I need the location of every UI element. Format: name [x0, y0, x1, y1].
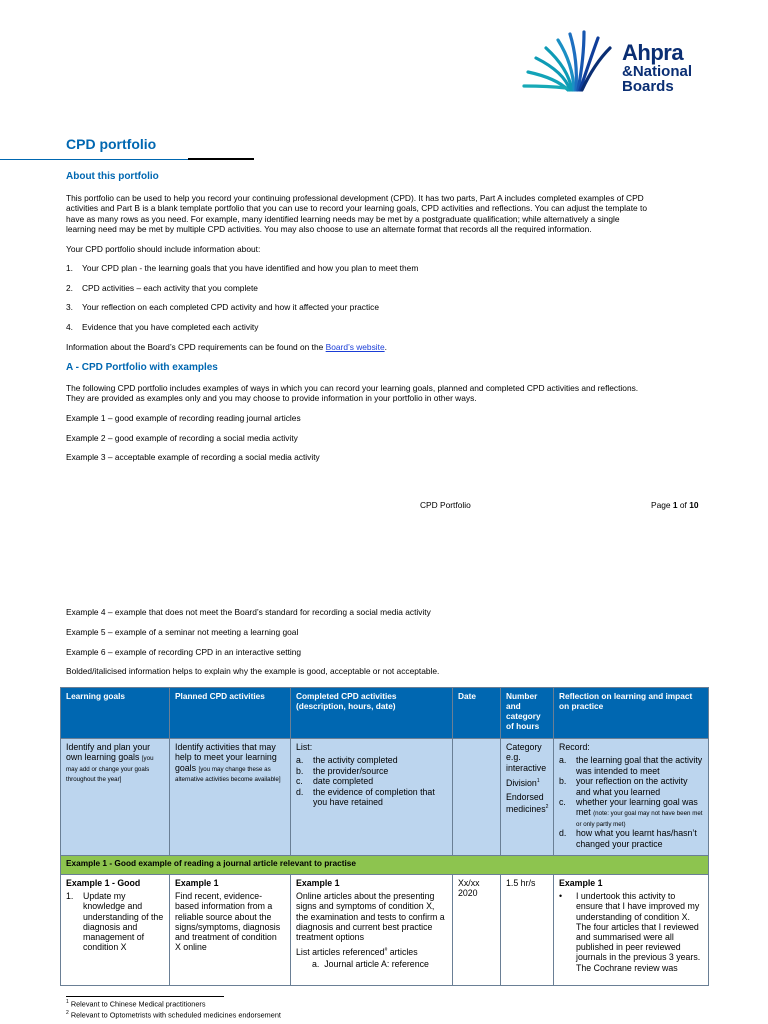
guide-completed-intro: List:	[296, 742, 313, 752]
header-date: Date	[453, 688, 501, 739]
board-info-text	[66, 342, 702, 352]
section-a-line: The following CPD portfolio includes examples of ways in which you can record your learning goals, planned and completed CPD activities and reflections.	[66, 383, 639, 393]
logo-line-1: Ahpra	[622, 40, 684, 65]
example-1-hours-cell: 1.5 hr/s	[501, 875, 554, 986]
about-heading: About this portfolio	[66, 171, 159, 182]
list-number: 2.	[66, 283, 73, 293]
boards-website-link[interactable]: Board’s website	[325, 342, 385, 352]
footnote-ref: #	[384, 947, 388, 954]
header-completed-activities: Completed CPD activities (description, hours, date)	[291, 688, 453, 739]
example-1-reflection-title: Example 1	[559, 878, 603, 888]
articles-label-suffix: articles	[387, 947, 418, 958]
list-text: CPD activities – each activity that you complete	[82, 283, 258, 293]
page-of: of	[679, 500, 687, 510]
list-text: the evidence of completion that you have retained	[313, 786, 435, 808]
example-1-completed-cell	[291, 875, 453, 986]
page-title: CPD portfolio	[66, 136, 157, 152]
example-1-goals-title: Example 1 - Good	[66, 878, 141, 888]
guide-number-cell	[501, 739, 554, 856]
list-item	[66, 283, 258, 293]
guide-reflection-list	[559, 755, 703, 849]
bullet-icon: •	[559, 891, 563, 902]
example-1-planned-title: Example 1	[175, 878, 219, 888]
guide-endorsed	[506, 792, 548, 815]
example-line: Example 5 – example of a seminar not meeting a learning goal	[66, 627, 299, 637]
example-1-reflection-list	[559, 891, 703, 973]
example-1-article-item	[312, 959, 447, 969]
list-item	[559, 891, 703, 973]
footer-doc-name: CPD Portfolio	[420, 500, 471, 510]
list-text: the learning goal that the activity was intended to meet	[576, 755, 703, 776]
list-marker: d.	[296, 786, 304, 797]
table-header-row	[61, 688, 709, 739]
list-text: your reflection on the activity and what you learned	[576, 776, 688, 797]
list-text: Journal article A: reference	[324, 959, 429, 970]
footnote-ref: 1	[536, 778, 540, 785]
page-label: Page	[651, 500, 671, 510]
section-a-heading: A - CPD Portfolio with examples	[66, 362, 218, 373]
list-text: Your reflection on each completed CPD activity and how it affected your practice	[82, 302, 380, 312]
footnote-ref: 2	[545, 803, 549, 810]
example-1-goals-list	[66, 891, 164, 952]
ahpra-logo-text	[622, 42, 692, 94]
example-1-planned-cell	[170, 875, 291, 986]
list-item	[296, 766, 447, 776]
list-marker: d.	[559, 828, 567, 839]
list-text: I undertook this activity to ensure that I have improved my understanding of condition X. The four articles that I reviewed and summarised were all published in peer reviewed journals in the previous 3 years. The Cochrane review was	[576, 891, 701, 973]
example-line: Example 1 – good example of recording reading journal articles	[66, 413, 301, 423]
list-number: 3.	[66, 302, 73, 312]
list-marker: b.	[559, 776, 567, 787]
title-divider-accent	[188, 158, 254, 160]
example-1-banner: Example 1 - Good example of reading a journal article relevant to practise	[61, 856, 709, 875]
header-number-category: Number and category of hours	[501, 688, 554, 739]
board-info-suffix: .	[384, 342, 387, 352]
footnote-text: Relevant to Chinese Medical practitioners	[70, 999, 206, 1009]
guide-division	[506, 776, 548, 788]
guide-category: Category e.g. interactive	[506, 742, 547, 773]
logo-line-2: &National	[622, 63, 693, 80]
list-number: 1.	[66, 263, 73, 273]
list-item	[296, 755, 447, 765]
list-marker: a.	[312, 959, 320, 970]
header-learning-goals: Learning goals	[61, 688, 170, 739]
footnote-marker: 2	[66, 1010, 69, 1016]
guide-planned-text: Identify activities that may help to meet your learning goals	[175, 742, 277, 773]
list-text: Your CPD plan - the learning goals that you have identified and how you plan to meet them	[82, 263, 419, 273]
list-text: how what you learnt has/hasn’t changed your practice	[576, 828, 697, 849]
footnote-divider	[66, 996, 224, 997]
board-info-prefix: Information about the Board’s CPD requirements can be found on the	[66, 342, 326, 352]
list-text: Update my knowledge and understanding of the diagnosis and management of condition X	[83, 891, 164, 953]
guide-reflection-cell	[554, 739, 709, 856]
list-item	[66, 322, 258, 332]
list-item	[559, 776, 703, 797]
list-item	[66, 302, 379, 312]
about-paragraph-line: learning need may be met by multiple CPD activities. You may also choose to use an alternate format that records all the required information.	[66, 224, 592, 235]
portfolio-includes-text: Your CPD portfolio should include information about:	[66, 244, 261, 254]
header-planned-activities: Planned CPD activities	[170, 688, 291, 739]
list-text: the provider/source	[313, 765, 389, 776]
footnote-marker: 1	[66, 999, 69, 1005]
footnote	[66, 1010, 281, 1019]
list-text: the activity completed	[313, 755, 398, 766]
example-1-planned-text: Find recent, evidence-based information from a reliable source about the signs/symptoms, diagnosis and treatment of condition X online	[175, 891, 281, 953]
list-text: Evidence that you have completed each activity	[82, 322, 259, 332]
example-1-completed-title: Example 1	[296, 878, 340, 888]
list-text: date completed	[313, 776, 374, 787]
footer-page-number	[651, 500, 699, 510]
list-marker: 1.	[66, 891, 74, 902]
example-line: Example 3 – acceptable example of recording a social media activity	[66, 452, 320, 462]
articles-label-text: List articles referenced	[296, 947, 385, 958]
example-1-date-cell: Xx/xx 2020	[453, 875, 501, 986]
about-paragraph-line: This portfolio can be used to help you record your continuing professional development (CPD). It has two parts, Part A includes completed examples of CPD	[66, 193, 644, 203]
footnote-text: Relevant to Optometrists with scheduled medicines endorsement	[70, 1010, 281, 1020]
list-marker: a.	[559, 755, 567, 766]
example-line: Example 4 – example that does not meet the Board’s standard for recording a social media activity	[66, 607, 431, 617]
list-item	[559, 828, 703, 849]
list-text: whether your learning goal was met	[576, 797, 698, 818]
list-marker: c.	[296, 776, 303, 787]
list-marker: b.	[296, 765, 304, 776]
list-marker: c.	[559, 797, 566, 808]
page-total: 10	[689, 500, 699, 510]
example-line: Example 2 – good example of recording a social media activity	[66, 433, 298, 443]
example-1-banner-row	[61, 856, 709, 875]
guide-planned-cell	[170, 739, 291, 856]
example-1-articles-label	[296, 945, 447, 957]
about-paragraph-line: activities and Part B is a blank template portfolio that you can use to record your learning goals, CPD activities and reflections. You can adjust the template to	[66, 203, 647, 214]
guide-completed-list	[296, 755, 447, 807]
logo-line-3: Boards	[622, 78, 674, 95]
table-guide-row	[61, 739, 709, 856]
example-line: Example 6 – example of recording CPD in an interactive setting	[66, 647, 302, 657]
list-note: (note: your goal may not have been met or only partly met)	[576, 810, 703, 828]
page-current: 1	[672, 500, 678, 510]
guide-completed-cell	[291, 739, 453, 856]
list-item	[296, 776, 447, 786]
example-1-completed-text: Online articles about the presenting signs and symptoms of condition X, the examination and tests to confirm a diagnosis and current best practice treatment options	[296, 891, 445, 943]
list-item	[296, 787, 447, 808]
guide-goals-cell	[61, 739, 170, 856]
guide-goals-text: Identify and plan your own learning goals	[66, 742, 151, 763]
guide-planned-note: [you may change these as alternative activities become available]	[175, 765, 281, 784]
guide-endorsed-text: Endorsed medicines	[506, 791, 546, 814]
list-marker: a.	[296, 755, 304, 766]
guide-reflection-intro: Record:	[559, 742, 590, 752]
bold-note: Bolded/italicised information helps to explain why the example is good, acceptable or not acceptable.	[66, 666, 440, 676]
footnote	[66, 999, 205, 1008]
example-1-reflection-cell	[554, 875, 709, 986]
about-paragraph	[66, 193, 702, 235]
list-item	[559, 755, 703, 776]
example-1-goals-cell	[61, 875, 170, 986]
section-a-paragraph	[66, 383, 702, 404]
example-1-row	[61, 875, 709, 986]
list-item	[559, 797, 703, 828]
section-a-line: They are provided as examples only and you may choose to provide information in your portfolio in other ways.	[66, 393, 477, 404]
list-item	[66, 891, 164, 952]
guide-division-text: Division	[506, 778, 537, 789]
about-paragraph-line: have as many rows as you need. For example, many identified learning needs may be met by a postgraduate qualification; while alternatively a single	[66, 213, 620, 224]
cpd-portfolio-table	[60, 687, 709, 986]
guide-date-cell	[453, 739, 501, 856]
list-item	[66, 263, 418, 273]
guide-goals-note: [you may add or change your goals throughout the year]	[66, 755, 154, 784]
list-number: 4.	[66, 322, 73, 332]
title-divider	[0, 159, 188, 160]
header-reflection: Reflection on learning and impact on practice	[554, 688, 709, 739]
